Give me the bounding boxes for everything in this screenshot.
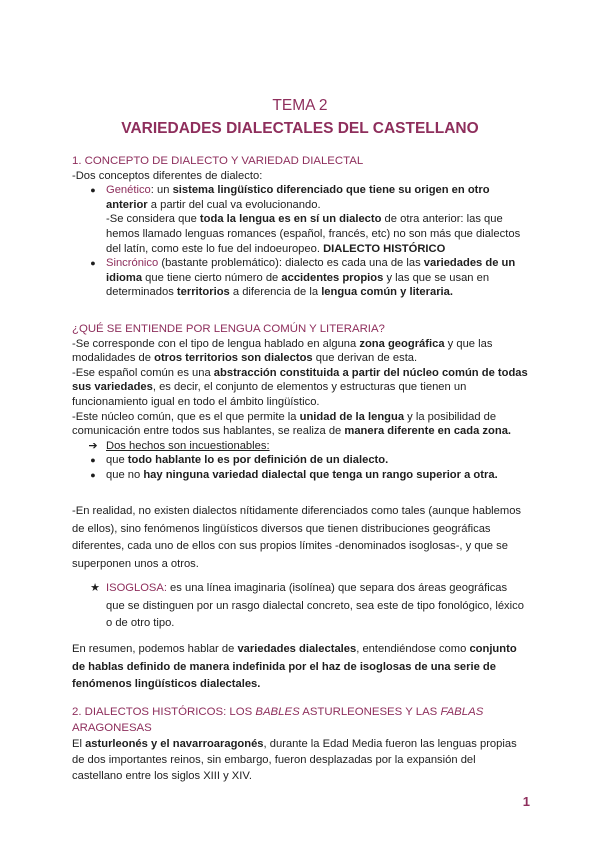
isoglosa-definition: ★ ISOGLOSA: es una línea imaginaria (isolínea) que separa dos áreas geográficas que se distinguen por un rasgo dialectal concreto, sea este de tipo fonológico, léxico o de otro tipo. [90, 582, 524, 629]
paragraph: El asturleonés y el navarroaragonés, durante la Edad Media fueron las lenguas propias de dos importantes reinos, sin embargo, fueron desplazadas por la expansión del castellano entre los siglos XIII y XIV. [72, 738, 517, 782]
list-item-genetico: ● Genético: un sistema lingüístico diferenciado que tiene su origen en otro anterior a partir del cual va evolucionando. -Se considera que toda la lengua es en sí un dialecto de otra anterior: las que hemos llamado lenguas romances (español, francés, etc) no son más que dialectos del latín, como este lo fue del indoeuropeo. DIALECTO HISTÓRICO [72, 183, 528, 256]
section-3 [72, 704, 528, 784]
paragraph: -Ese español común es una abstracción constituida a partir del núcleo común de todas sus variedades, es decir, el conjunto de elementos y estructuras que tienen un funcionamiento igual en todo el ámbito lingüístico. [72, 366, 528, 408]
arrow-right-icon: ➔ [88, 439, 98, 452]
page-title: TEMA 2 [272, 97, 328, 114]
section-1-intro: -Dos conceptos diferentes de dialecto: [72, 169, 263, 182]
bullet-icon: ● [90, 185, 96, 196]
list-item-hecho-1: ● que todo hablante lo es por definición de un dialecto. [72, 453, 528, 468]
page-subtitle: VARIEDADES DIALECTALES DEL CASTELLANO [121, 120, 479, 137]
section-2-heading: ¿QUÉ SE ENTIENDE POR LENGUA COMÚN Y LITERARIA? [72, 323, 385, 335]
section-1 [72, 154, 528, 300]
bullet-icon: ● [90, 258, 96, 269]
section-3-heading: 2. DIALECTOS HISTÓRICOS: LOS BABLES ASTURLEONESES Y LAS FABLAS ARAGONESAS [72, 706, 484, 734]
paragraph-realidad: -En realidad, no existen dialectos nítidamente diferenciados como tales (aunque hablemos de ellos), sino fenómenos lingüísticos diversos que tienen distribuciones geográficas diferentes, cada uno de ellos con sus propios límites -denominados isoglosas-, y que se superponen unos a otros. [72, 505, 522, 570]
section-1-heading: 1. CONCEPTO DE DIALECTO Y VARIEDAD DIALECTAL [72, 155, 364, 167]
page-number: 1 [522, 794, 530, 809]
section-2 [72, 322, 528, 483]
paragraph-resumen: En resumen, podemos hablar de variedades dialectales, entendiéndose como conjunto de hablas definido de manera indefinida por el haz de isoglosas de una serie de fenómenos lingüísticos dialectales. [72, 643, 517, 690]
star-icon: ★ [90, 582, 100, 594]
list-item-sincronico: ● Sincrónico (bastante problemático): dialecto es cada una de las variedades de un idioma que tiene cierto número de accidentes propios y las que se usan en determinados territorios a diferencia de la lengua común y literaria. [72, 256, 528, 300]
bullet-icon: ● [90, 469, 96, 480]
list-item-hechos: ➔ Dos hechos son incuestionables: [88, 439, 270, 452]
bullet-icon: ● [90, 455, 96, 466]
paragraph: -Se corresponde con el tipo de lengua hablado en alguna zona geográfica y que las modalidades de otros territorios son dialectos que derivan de esta. [72, 337, 493, 365]
paragraph: -Este núcleo común, que es el que permite la unidad de la lengua y la posibilidad de comunicación entre todos sus hablantes, se realiza de manera diferente en cada zona. [72, 410, 512, 438]
list-item-hecho-2: ● que no hay ninguna variedad dialectal que tenga un rango superior a otra. [72, 468, 528, 483]
